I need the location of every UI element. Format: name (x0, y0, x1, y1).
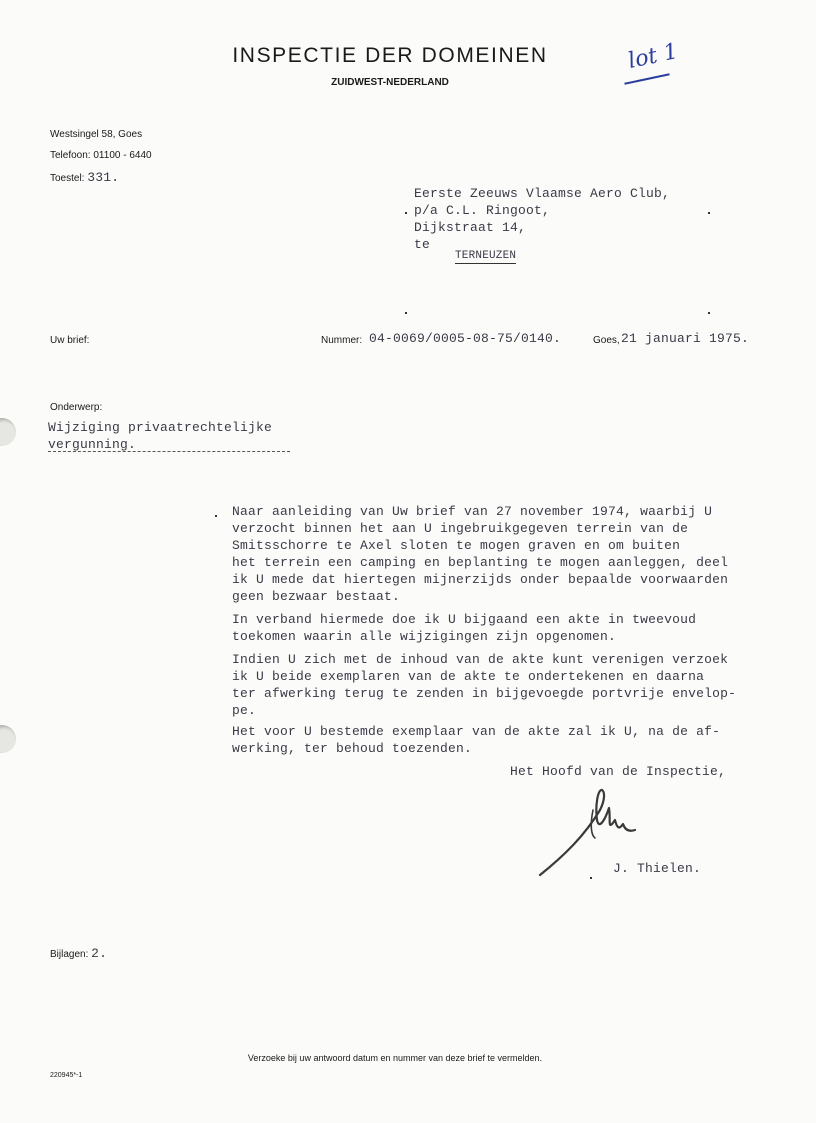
recipient-line: Eerste Zeeuws Vlaamse Aero Club, (414, 186, 671, 201)
subject-label: Onderwerp: (50, 402, 103, 413)
recipient-city: TERNEUZEN (455, 250, 517, 262)
body-line: In verband hiermede doe ik U bijgaand een akte in tweevoud (232, 612, 697, 627)
extension-row (50, 170, 119, 185)
body-line: het terrein een camping en beplanting te mogen aanleggen, deel (232, 555, 729, 570)
subject-block (48, 419, 272, 453)
body-line: ik U beide exemplaren van de akte te ondertekenen en daarna (232, 669, 705, 684)
body-line: geen bezwaar bestaat. (232, 589, 401, 604)
extension-label: Toestel: (50, 173, 85, 184)
attachments-row (50, 946, 107, 961)
number-label: Nummer: (321, 335, 363, 346)
address-mark (708, 312, 710, 314)
margin-mark (215, 515, 217, 517)
recipient-line: te (414, 237, 431, 252)
number-value: 04-0069/0005-08-75/0140. (369, 331, 562, 346)
punch-hole-top (0, 418, 16, 446)
body-line: Naar aanleiding van Uw brief van 27 november 1974, waarbij U (232, 504, 713, 519)
phone-value: 01100 - 6440 (93, 150, 152, 161)
body-paragraph-1 (232, 503, 728, 605)
body-line: pe. (232, 703, 257, 718)
recipient-line: p/a C.L. Ringoot, (414, 203, 551, 218)
body-paragraph-4 (232, 723, 720, 757)
body-line: Het voor U bestemde exemplaar van de akte zal ik U, na de af- (232, 724, 721, 739)
body-paragraph-3 (232, 651, 736, 719)
signature-name: J. Thielen. (613, 861, 702, 876)
body-line: ik U mede dat hiertegen mijnerzijds onder bepaalde voorwaarden (232, 572, 729, 587)
phone-label: Telefoon: (50, 150, 91, 161)
sender-address: Westsingel 58, Goes (50, 129, 143, 140)
extension-value: 331. (87, 170, 120, 185)
recipient-block (414, 185, 670, 253)
place-label: Goes, (593, 335, 620, 346)
letterhead-subtitle: ZUIDWEST-NEDERLAND (331, 77, 449, 88)
footer-note: Verzoeke bij uw antwoord datum en nummer van deze brief te vermelden. (247, 1053, 543, 1063)
body-line: Smitsschorre te Axel sloten te mogen graven en om buiten (232, 538, 681, 553)
subject-line: Wijziging privaatrechtelijke (48, 420, 273, 435)
body-line: verzocht binnen het aan U ingebruikgegeven terrein van de (232, 521, 689, 536)
letterhead-title: INSPECTIE DER DOMEINEN (232, 44, 548, 67)
attachments-value: 2. (91, 946, 108, 961)
phone-row (50, 150, 152, 161)
address-mark (708, 212, 710, 214)
form-code: 220945*-1 (50, 1072, 83, 1079)
handwritten-note: lot 1 (625, 39, 681, 74)
letter-date: 21 januari 1975. (621, 331, 750, 346)
recipient-line: Dijkstraat 14, (414, 220, 527, 235)
body-line: werking, ter behoud toezenden. (232, 741, 473, 756)
body-line: Indien U zich met de inhoud van de akte kunt verenigen verzoek (232, 652, 729, 667)
subject-line: vergunning. (48, 437, 137, 452)
attachments-label: Bijlagen: (50, 949, 89, 960)
closing-salutation: Het Hoofd van de Inspectie, (510, 764, 727, 779)
your-letter-label: Uw brief: (50, 335, 90, 346)
address-mark (405, 312, 407, 314)
body-line: ter afwerking terug te zenden in bijgevoegde portvrije envelop- (232, 686, 737, 701)
signature-mark (590, 877, 592, 879)
body-paragraph-2 (232, 611, 696, 645)
address-mark (405, 212, 407, 214)
body-line: toekomen waarin alle wijzigingen zijn opgenomen. (232, 629, 617, 644)
subject-underline (48, 451, 290, 452)
punch-hole-bottom (0, 725, 16, 753)
